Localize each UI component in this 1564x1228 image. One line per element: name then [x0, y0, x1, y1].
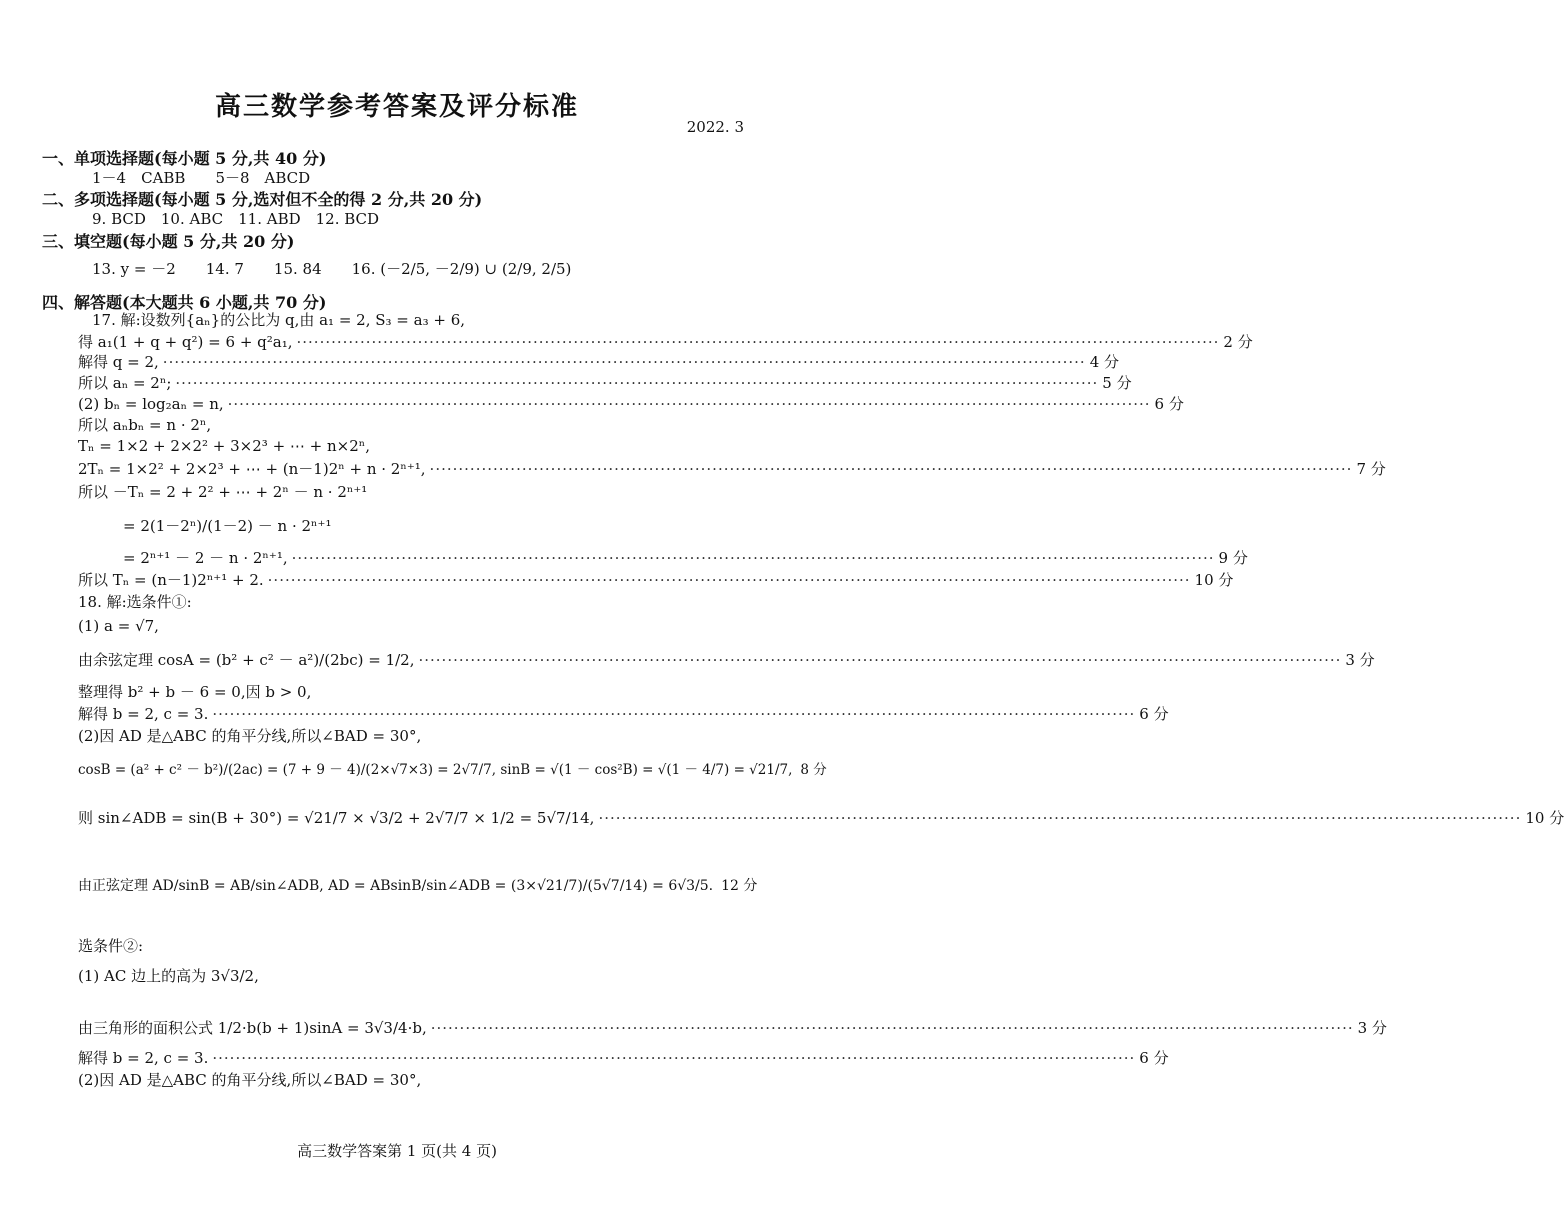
solution-line: = 2ⁿ⁺¹ － 2 － n · 2ⁿ⁺¹, ····· 9 分: [78, 548, 744, 568]
solution-line: 由余弦定理 cosA = (b² + c² － a²)/(2bc) = 1/2, ····· 3 分: [78, 650, 744, 670]
solution-line: 所以 aₙ = 2ⁿ; ····· 5 分: [78, 373, 744, 393]
page-footer: 高三数学答案第 1 页(共 4 页): [297, 1142, 497, 1160]
section-heading-4: 四、解答题(本大题共 6 小题,共 70 分): [42, 293, 327, 312]
solution-line: 17. 解:设数列{aₙ}的公比为 q,由 a₁ = 2, S₃ = a₃ + 6,: [92, 311, 466, 329]
solution-line: 所以 Tₙ = (n－1)2ⁿ⁺¹ + 2. ····· 10 分: [78, 570, 744, 590]
solution-line: 由正弦定理 AD/sinB = AB/sin∠ADB, AD = ABsinB/sin∠ADB = (3×√21/7)/(5√7/14) = 6√3/5. 12 分: [78, 878, 758, 894]
section-answers-2: 9. BCD 10. ABC 11. ABD 12. BCD: [92, 210, 380, 228]
section-heading-3: 三、填空题(每小题 5 分,共 20 分): [42, 232, 295, 251]
section-answers-3: 13. y = －2 14. 7 15. 84 16. (－2/5, －2/9) ∪ (2/9, 2/5): [92, 260, 572, 278]
solution-line: = 2(1－2ⁿ)/(1－2) － n · 2ⁿ⁺¹: [78, 517, 332, 535]
solution-line: (2) bₙ = log₂aₙ = n, ····· 6 分: [78, 394, 744, 414]
solution-line: 则 sin∠ADB = sin(B + 30°) = √21/7 × √3/2 + 2√7/7 × 1/2 = 5√7/14, ····· 10 分: [78, 808, 744, 828]
solution-line: 解得 b = 2, c = 3. ····· 6 分: [78, 1048, 744, 1068]
solution-line: cosB = (a² + c² － b²)/(2ac) = (7 + 9 － 4)/(2×√7×3) = 2√7/7, sinB = √(1 － cos²B) = √(1 － 4/7) = √21/7, 8 分: [78, 762, 827, 778]
solution-line: (1) a = √7,: [78, 617, 159, 635]
solution-line: 由三角形的面积公式 1/2·b(b + 1)sinA = 3√3/4·b, ····· 3 分: [78, 1018, 744, 1038]
solution-line: 所以 aₙbₙ = n · 2ⁿ,: [78, 416, 212, 434]
solution-line: 解得 b = 2, c = 3. ····· 6 分: [78, 704, 744, 724]
section-answers-1: 1－4 CABB 5－8 ABCD: [92, 169, 311, 187]
solution-line: 解得 q = 2, ····· 4 分: [78, 352, 744, 372]
solution-line: (2)因 AD 是△ABC 的角平分线,所以∠BAD = 30°,: [78, 727, 422, 745]
date-label: 2022. 3: [686, 118, 744, 136]
solution-line: 2Tₙ = 1×2² + 2×2³ + ⋯ + (n－1)2ⁿ + n · 2ⁿ⁺¹, ····· 7 分: [78, 459, 744, 479]
solution-line: (1) AC 边上的高为 3√3/2,: [78, 967, 259, 985]
solution-line: 整理得 b² + b － 6 = 0,因 b > 0,: [78, 683, 312, 701]
solution-line: 选条件②:: [78, 937, 144, 955]
page-title: 高三数学参考答案及评分标准: [214, 92, 579, 122]
section-heading-1: 一、单项选择题(每小题 5 分,共 40 分): [42, 149, 327, 168]
solution-line: (2)因 AD 是△ABC 的角平分线,所以∠BAD = 30°,: [78, 1071, 422, 1089]
section-heading-2: 二、多项选择题(每小题 5 分,选对但不全的得 2 分,共 20 分): [42, 190, 483, 209]
solution-line: 18. 解:选条件①:: [78, 593, 192, 611]
solution-line: Tₙ = 1×2 + 2×2² + 3×2³ + ⋯ + n×2ⁿ,: [78, 437, 371, 455]
solution-line: 得 a₁(1 + q + q²) = 6 + q²a₁, ····· 2 分: [78, 332, 744, 352]
solution-line: 所以 －Tₙ = 2 + 2² + ⋯ + 2ⁿ － n · 2ⁿ⁺¹: [78, 483, 368, 501]
